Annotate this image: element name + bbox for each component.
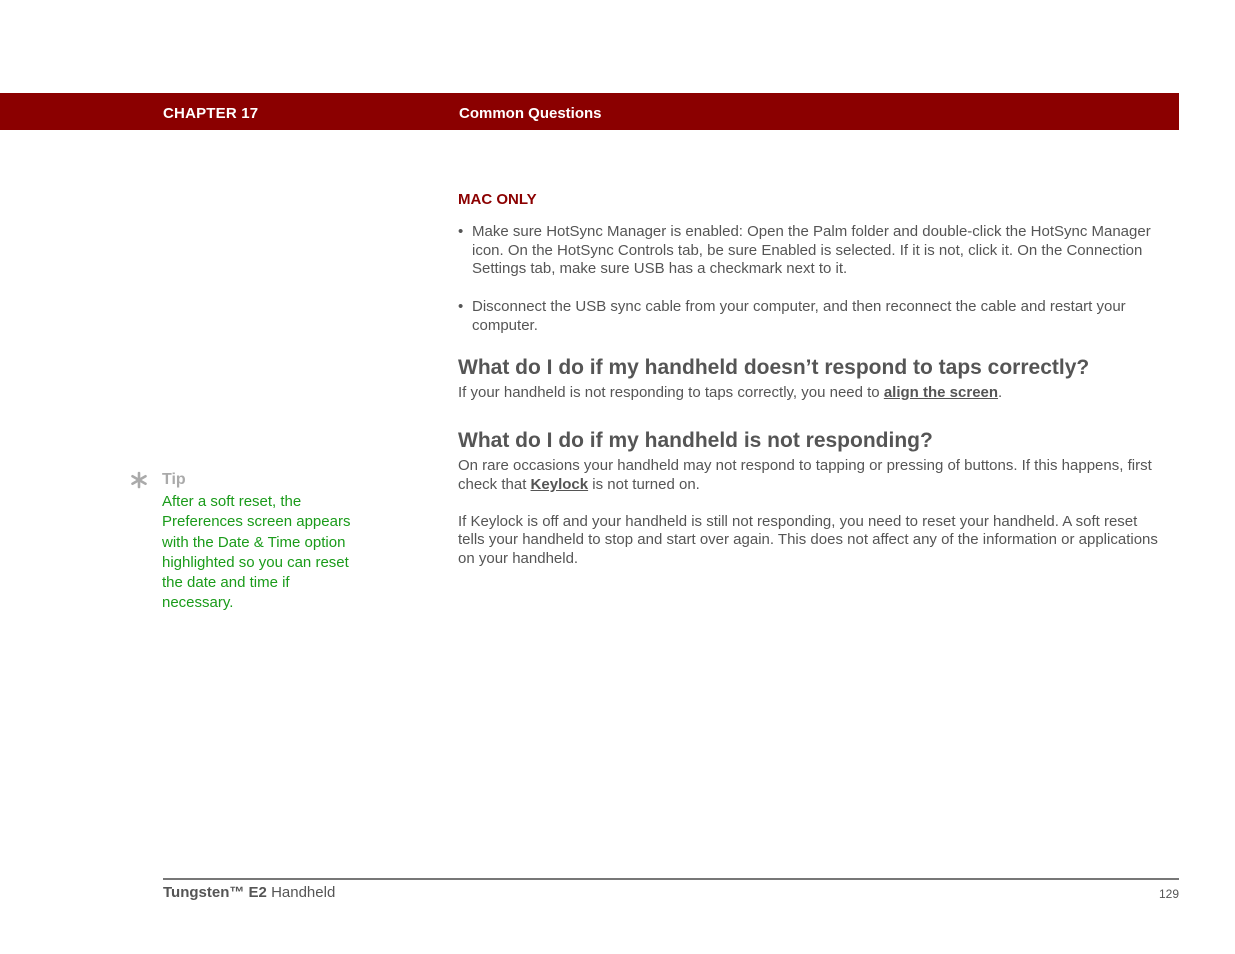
asterisk-icon: [130, 471, 148, 489]
list-item-text: Disconnect the USB sync cable from your computer, and then reconnect the cable and restart your computer.: [472, 298, 1126, 334]
bullet-list: [458, 223, 1168, 336]
answer-text-end: is not turned on.: [588, 475, 700, 493]
answer-not-responding-1: [458, 457, 1168, 494]
list-item-text: Make sure HotSync Manager is enabled: Open the Palm folder and double-click the HotSync Manager icon. On the HotSync Controls tab, be sure Enabled is selected. If it is not, click it. On the Connection Settings tab, make sure USB has a checkmark next to it.: [472, 223, 1151, 278]
footer-divider: [163, 878, 1179, 880]
question-heading-taps: What do I do if my handheld doesn’t respond to taps correctly?: [458, 355, 1090, 379]
tip-label: Tip: [162, 471, 186, 488]
answer-not-responding-2: If Keylock is off and your handheld is still not responding, you need to reset your handheld. A soft reset tells your handheld to stop and start over again. This does not affect any of the information or applications on your handheld.: [458, 512, 1158, 568]
footer-product-suffix: Handheld: [266, 884, 336, 901]
chapter-title: Common Questions: [459, 105, 602, 122]
list-item: [458, 223, 1168, 279]
answer-text: On rare occasions your handheld may not respond to tapping or pressing of buttons. If this happens, first check that: [458, 457, 1152, 493]
align-screen-link[interactable]: align the screen: [883, 383, 999, 401]
chapter-number: CHAPTER 17: [163, 105, 259, 122]
bullet-icon: •: [458, 223, 464, 240]
main-content: [458, 190, 1168, 569]
footer-product-name: [163, 884, 335, 901]
answer-text-end: .: [998, 383, 1003, 401]
list-item: [458, 298, 1168, 335]
answer-text: If your handheld is not responding to taps correctly, you need to: [458, 383, 884, 401]
section-label: MAC ONLY: [458, 191, 537, 208]
page-number: 129: [1158, 887, 1179, 901]
question-heading-not-responding: What do I do if my handheld is not responding?: [458, 429, 933, 453]
tip-text: After a soft reset, the Preferences screen appears with the Date & Time option highlighted so you can reset the date and time if necessary.: [162, 493, 351, 612]
answer-taps: [458, 384, 1168, 403]
keylock-link[interactable]: Keylock: [530, 475, 589, 493]
bullet-icon: •: [458, 298, 464, 316]
footer-brand: Tungsten™ E2: [163, 884, 267, 901]
